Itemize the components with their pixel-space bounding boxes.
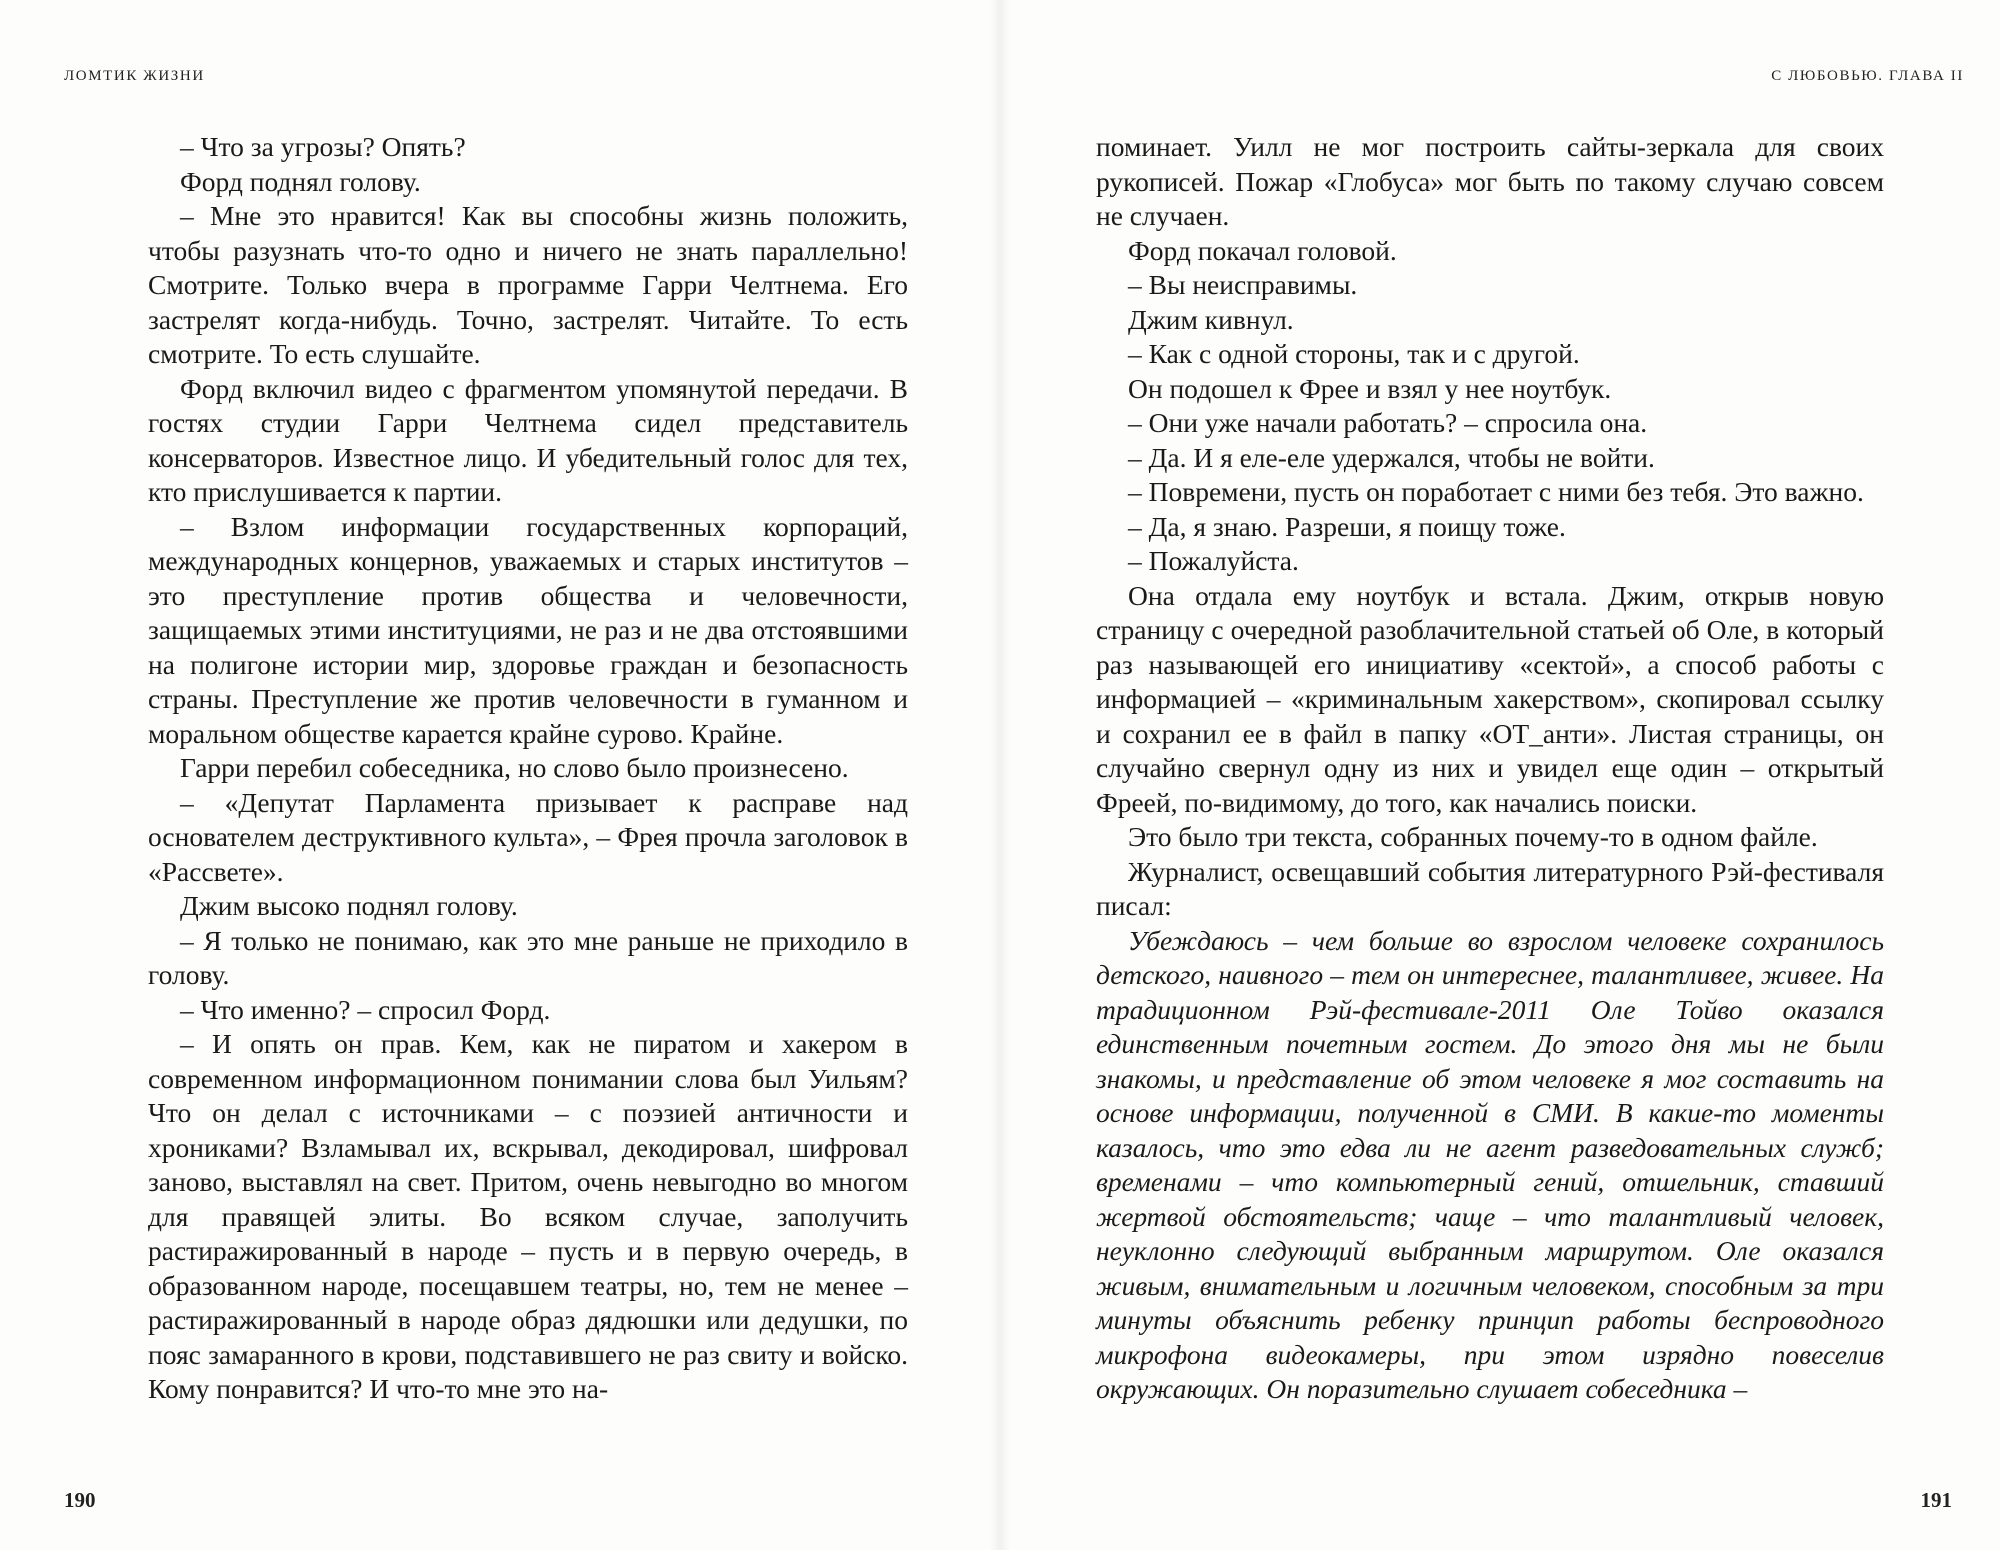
paragraph: – Как с одной стороны, так и с другой.: [1128, 338, 1580, 369]
paragraph: – Да. И я еле-еле удержался, чтобы не войти.: [1128, 441, 1655, 473]
paragraph: – Да, я знаю. Разреши, я поищу тоже.: [1128, 510, 1566, 542]
left-page-text: [148, 130, 908, 1407]
paragraph: – Что именно? – спросил Форд.: [180, 993, 551, 1025]
paragraph: Форд включил видео с фрагментом упомянутой передачи. В гостях студии Гарри Челтнема сидел представитель консерваторов. Известное лицо. И убедительный голос для тех, кто прислушивается к партии.: [148, 372, 908, 507]
quoted-paragraph: Убеждаюсь – чем больше во взрослом человеке сохранилось детского, наивного – тем он интереснее, талантливее, живее. На традиционном Рэй-фестивале-2011 Оле Тойво оказался единственным почетным гостем. До этого дня мы не были знакомы, и представление об этом человеке я мог составить на основе информации, полученной в СМИ. В какие-то моменты казалось, что это едва ли не агент разведовательных служб; временами – что компьютерный гений, отшельник, ставший жертвой обстоятельств; чаще – что талантливый человек, неуклонно следующий выбранным маршрутом. Оле оказался живым, внимательным и логичным человеком, способным за три минуты объяснить ребенку принцип работы беспроводного микрофона видеокамеры, при этом изрядно повеселив окружающих. Он поразительно слушает собеседника –: [1096, 924, 1884, 1404]
paragraph: Это было три текста, собранных почему-то в одном файле.: [1128, 821, 1818, 852]
page-number-right: 191: [1920, 1488, 1952, 1512]
right-page: [1000, 0, 2000, 1550]
paragraph: – И опять он прав. Кем, как не пиратом и хакером в современном информационном понимании слова был Уильям? Что он делал с источниками – с поэзией античности и хрониками? Взламывал их, вскрывал, декодировал, шифровал заново, выставлял на свет. Притом, очень невыгодно во многом для правящей элиты. Во всяком случае, заполучить растиражированный в народе – пусть и в первую очередь, в образованном народе, посещавшем театры, но, тем не менее – растиражированный в народе образ дядюшки или дедушки, по пояс замаранного в крови, подставившего не раз свиту и войско. Кому понравится? И что-то мне это на-: [148, 1028, 908, 1404]
paragraph: – Пожалуйста.: [1128, 545, 1299, 576]
paragraph: – Что за угрозы? Опять?: [180, 131, 466, 162]
paragraph: – «Депутат Парламента призывает к расправе над основателем деструктивного культа», – Фрея прочла заголовок в «Рассвете».: [148, 786, 908, 887]
page-number-left: 190: [64, 1488, 96, 1512]
paragraph: – Мне это нравится! Как вы способны жизнь положить, чтобы разузнать что-то одно и ничего не знать параллельно! Смотрите. Только вчера в программе Гарри Челтнема. Его застрелят когда-нибудь. Точно, застрелят. Читайте. То есть смотрите. То есть слушайте.: [148, 200, 908, 369]
paragraph: Она отдала ему ноутбук и встала. Джим, открыв новую страницу с очередной разоблачительной статьей об Оле, в который раз называющей его инициативу «сектой», а способ работы с информацией – «криминальным хакерством», скопировал ссылку и сохранил ее в файл в папку «ОТ_анти». Листая страницы, он случайно свернул одну из них и увидел еще один – открытый Фреей, по-видимому, до того, как начались поиски.: [1096, 579, 1884, 818]
paragraph: Джим кивнул.: [1128, 303, 1294, 335]
right-page-text: [1096, 130, 1884, 1407]
paragraph: – Вы неисправимы.: [1128, 269, 1358, 300]
paragraph: – Я только не понимаю, как это мне раньше не приходило в голову.: [148, 924, 908, 990]
paragraph: – Взлом информации государственных корпораций, международных концернов, уважаемых и старых институтов – это преступление против общества и человечности, защищаемых этими институциями, не раз и не два отстоявшими на полигоне истории мир, здоровье граждан и безопасность страны. Преступление же против человечности в гуманном и моральном обществе карается крайне сурово. Крайне.: [148, 510, 908, 749]
paragraph: Гарри перебил собеседника, но слово было произнесено.: [180, 752, 849, 783]
paragraph: Форд покачал головой.: [1128, 234, 1397, 266]
paragraph: Журналист, освещавший события литературного Рэй-фестиваля писал:: [1096, 855, 1884, 921]
running-head-left: ЛОМТИК ЖИЗНИ: [64, 68, 205, 84]
paragraph: Форд поднял голову.: [180, 165, 421, 197]
paragraph: поминает. Уилл не мог построить сайты-зеркала для своих рукописей. Пожар «Глобуса» мог быть по такому случаю совсем не случаен.: [1096, 131, 1884, 231]
paragraph: Он подошел к Фрее и взял у нее ноутбук.: [1128, 372, 1612, 404]
paragraph: – Они уже начали работать? – спросила она.: [1128, 407, 1648, 438]
paragraph: Джим высоко поднял голову.: [180, 890, 518, 921]
paragraph: – Повремени, пусть он поработает с ними без тебя. Это важно.: [1128, 476, 1864, 507]
running-head-right: С ЛЮБОВЬЮ. ГЛАВА II: [1771, 68, 1964, 84]
